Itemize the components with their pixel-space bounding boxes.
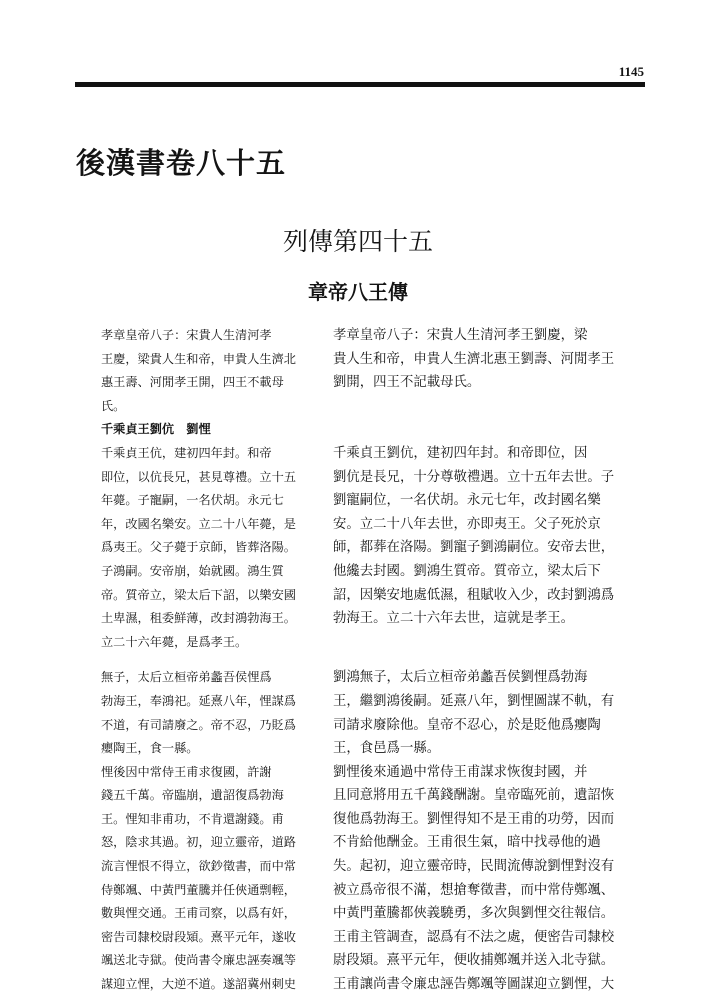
text-line: 師，都葬在洛陽。劉寵子劉鴻嗣位。安帝去世， <box>333 540 615 556</box>
paragraph-liu-kui-enfeoffed <box>101 666 306 760</box>
paragraph-spacer <box>101 654 306 666</box>
text-line: 不道，有司請廢之。帝不忍，乃貶爲 <box>101 717 296 732</box>
text-line: 劉悝後來通過中常侍王甫謀求恢復封國，并 <box>333 764 588 780</box>
paragraph-qiancheng-wang-translation <box>333 442 633 631</box>
text-line: 王，繼劉鴻後嗣。延熹八年，劉悝圖謀不軌，有 <box>333 693 615 709</box>
text-line: 詔，因樂安地處低濕，租賦收入少，改封劉鴻爲 <box>333 587 615 603</box>
text-line: 王慶，梁貴人生和帝，申貴人生濟北 <box>101 351 296 366</box>
text-line: 年薨。子寵嗣，一名伏胡。永元七 <box>101 493 284 508</box>
text-line: 他纔去封國。劉鴻生質帝。質帝立，梁太后下 <box>333 563 601 579</box>
page-number: 1145 <box>618 64 644 79</box>
text-line: 劉伉是長兄，十分尊敬禮遇。立十五年去世。子 <box>333 469 615 485</box>
text-line: 王。悝知非甫功，不肯還謝錢。甫 <box>101 811 284 826</box>
text-line: 氏。 <box>101 398 126 413</box>
text-line: 錢五千萬。帝臨崩，遺詔復爲勃海 <box>101 788 284 803</box>
text-line: 千乘貞王劉伉，建初四年封。和帝即位，因 <box>333 445 588 461</box>
paragraph-qiancheng-wang <box>101 442 306 654</box>
text-line: 孝章皇帝八子：宋貴人生清河孝 <box>101 328 272 342</box>
text-line: 怒，陰求其過。初，迎立靈帝，道路 <box>101 835 296 850</box>
classical-text-column <box>101 324 306 997</box>
text-line: 立二十六年薨，是爲孝王。 <box>101 634 248 649</box>
text-line: 勃海王。立二十六年去世，這就是孝王。 <box>333 611 575 627</box>
text-line: 子鴻嗣。安帝崩，始就國。鴻生質 <box>101 563 284 578</box>
header-rule <box>75 82 645 87</box>
text-line: 尉段熲。熹平元年，便收捕鄭颯并送入北寺獄。 <box>333 953 615 969</box>
section-title: 列傳第四十五 <box>282 227 433 256</box>
text-line: 且同意將用五千萬錢酬謝。皇帝臨死前，遺詔恢 <box>333 788 615 804</box>
text-line: 王甫主管調查，認爲有不法之處，便密告司隸校 <box>333 929 615 945</box>
text-line: 復他爲勃海王。劉悝得知不是王甫的功勞，因而 <box>333 811 615 827</box>
text-line: 被立爲帝很不滿，想搶奪徵書，而中常侍鄭颯、 <box>333 882 615 898</box>
translation-text-column <box>333 324 633 997</box>
paragraph-liu-kui-restored-translation <box>333 761 633 997</box>
text-line: 劉開，四王不記載母氏。 <box>333 375 481 391</box>
text-line: 不肯給他酬金。王甫很生氣，暗中找尋他的過 <box>333 835 601 851</box>
text-line: 侍鄭颯、中黃門董騰并任俠通剽輕， <box>101 882 296 897</box>
text-line: 密告司隸校尉段熲。熹平元年，遂收 <box>101 929 296 944</box>
paragraph-liu-kui-enfeoffed-translation <box>333 666 633 760</box>
text-line: 惠王壽、河閒孝王開，四王不載母 <box>101 375 284 390</box>
paragraph-spacer <box>333 395 633 419</box>
text-line: 安。立二十八年去世，亦即夷王。父子死於京 <box>333 516 601 532</box>
text-line: 孝章皇帝八子：宋貴人生清河孝王劉慶，梁 <box>333 328 588 343</box>
chapter-title: 章帝八王傳 <box>308 280 408 304</box>
text-line: 即位，以伉長兄，甚見尊禮。立十五 <box>101 469 296 484</box>
paragraph-liu-kui-restored <box>101 761 306 997</box>
text-line: 謀迎立悝，大逆不道。遂詔冀州刺史 <box>101 977 296 992</box>
paragraph-spacer <box>333 643 633 667</box>
text-line: 勃海王，奉鴻祀。延熹八年，悝謀爲 <box>101 693 296 708</box>
text-line: 數與悝交通。王甫司察，以爲有奸， <box>101 906 296 921</box>
text-line: 帝。質帝立，梁太后下詔，以樂安國 <box>101 587 296 602</box>
text-line: 中黃門董騰都俠義驍勇，多次與劉悝交往報信。 <box>333 906 615 922</box>
text-line: 颯送北寺獄。使尚書令廉忠誣奏颯等 <box>101 953 296 968</box>
paragraph-sons-of-zhangdi <box>101 324 306 418</box>
paragraph-spacer <box>333 631 633 643</box>
text-line: 劉寵嗣位，一名伏胡。永元七年，改封國名樂 <box>333 493 601 509</box>
text-line: 司請求廢除他。皇帝不忍心，於是貶他爲癭陶 <box>333 717 601 733</box>
text-line: 王甫讓尚書令廉忠誣告鄭颯等圖謀迎立劉悝，大 <box>333 977 615 993</box>
text-line: 癭陶王，食一縣。 <box>101 741 199 756</box>
text-line: 劉鴻無子，太后立桓帝弟蠡吾侯劉悝爲勃海 <box>333 670 588 686</box>
text-line: 王，食邑爲一縣。 <box>333 741 441 757</box>
text-line: 貴人生和帝，申貴人生濟北惠王劉壽、河閒孝王 <box>333 351 615 367</box>
text-line: 土卑濕，租委鮮薄，改封鴻勃海王。 <box>101 611 296 626</box>
text-line: 無子，太后立桓帝弟蠡吾侯悝爲 <box>101 670 272 685</box>
paragraph-spacer <box>333 418 633 442</box>
subsection-heading: 千乘貞王劉伉 劉悝 <box>101 422 211 437</box>
text-line: 悝後因中常侍王甫求復國，許謝 <box>101 764 272 779</box>
text-line: 年，改國名樂安。立二十八年薨，是 <box>101 516 296 531</box>
text-line: 千乘貞王伉，建初四年封。和帝 <box>101 445 272 460</box>
book-title: 後漢書卷八十五 <box>76 146 287 180</box>
text-line: 失。起初，迎立靈帝時，民間流傳說劉悝對沒有 <box>333 859 615 875</box>
paragraph-sons-of-zhangdi-translation <box>333 324 633 395</box>
text-line: 流言悝恨不得立，欲鈔徵書，而中常 <box>101 859 296 874</box>
text-line: 爲夷王。父子薨于京師，皆葬洛陽。 <box>101 540 296 555</box>
